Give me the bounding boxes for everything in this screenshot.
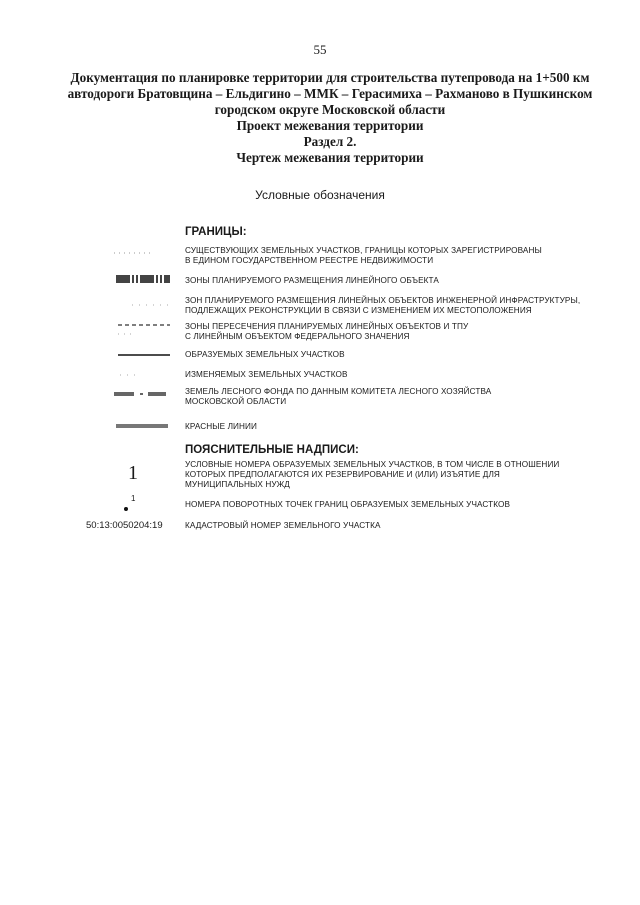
legend-title: Условные обозначения	[255, 188, 385, 202]
turning-point-number: 1	[131, 494, 136, 503]
legend-item-label-line-2: С ЛИНЕЙНЫМ ОБЪЕКТОМ ФЕДЕРАЛЬНОГО ЗНАЧЕНИЯ	[185, 332, 410, 341]
legend-item-label-line-1: СУЩЕСТВУЮЩИХ ЗЕМЕЛЬНЫХ УЧАСТКОВ, ГРАНИЦЫ КОТОРЫХ ЗАРЕГИСТРИРОВАНЫ	[185, 246, 542, 255]
header-line-2: автодороги Братовщина – Ельдигино – ММК – Герасимиха – Рахманово в Пушкинском	[67, 86, 593, 101]
legend-item-label-line-1: ЗОНЫ ПЕРЕСЕЧЕНИЯ ПЛАНИРУЕМЫХ ЛИНЕЙНЫХ ОБЪЕКТОВ И ТПУ	[185, 322, 469, 331]
document-header	[60, 70, 600, 166]
legend-item-label-line-1: КАДАСТРОВЫЙ НОМЕР ЗЕМЕЛЬНОГО УЧАСТКА	[185, 521, 381, 530]
turning-point-dot-icon	[124, 507, 128, 511]
existing-parcels-symbol	[88, 250, 170, 256]
legend-item-label-line-1: ЗЕМЕЛЬ ЛЕСНОГО ФОНДА ПО ДАННЫМ КОМИТЕТА ЛЕСНОГО ХОЗЯЙСТВА	[185, 387, 492, 396]
page-number: 55	[313, 42, 327, 57]
forest-fund-symbol	[88, 390, 170, 398]
legend-item-label-line-1: ИЗМЕНЯЕМЫХ ЗЕМЕЛЬНЫХ УЧАСТКОВ	[185, 370, 348, 379]
header-line-3: городском округе Московской области	[214, 102, 446, 117]
red-lines-symbol	[88, 422, 170, 430]
intersection-zones-symbol	[88, 322, 170, 338]
legend-item-label-line-1: ЗОН ПЛАНИРУЕМОГО РАЗМЕЩЕНИЯ ЛИНЕЙНЫХ ОБЪЕКТОВ ИНЖЕНЕРНОЙ ИНФРАСТРУКТУРЫ,	[185, 296, 581, 305]
legend-item-label-line-1: УСЛОВНЫЕ НОМЕРА ОБРАЗУЕМЫХ ЗЕМЕЛЬНЫХ УЧАСТКОВ, В ТОМ ЧИСЛЕ В ОТНОШЕНИИ	[185, 460, 560, 469]
legend-item-label-line-1: ЗОНЫ ПЛАНИРУЕМОГО РАЗМЕЩЕНИЯ ЛИНЕЙНОГО ОБЪЕКТА	[185, 276, 439, 285]
turning-point-symbol	[124, 494, 135, 511]
header-line-1: Документация по планировке территории для строительства путепровода на 1+500 км	[70, 70, 590, 85]
legend-item-label-line-1: ОБРАЗУЕМЫХ ЗЕМЕЛЬНЫХ УЧАСТКОВ	[185, 350, 345, 359]
linear-object-zone-symbol	[88, 274, 170, 286]
cadastral-number-symbol: 50:13:0050204:19	[86, 520, 163, 531]
formed-parcels-symbol	[88, 352, 170, 358]
legend-item-label-line-2: В ЕДИНОМ ГОСУДАРСТВЕННОМ РЕЕСТРЕ НЕДВИЖИМОСТИ	[185, 256, 434, 265]
header-line-6: Чертеж межевания территории	[236, 150, 424, 165]
legend-item-label-line-3: МУНИЦИПАЛЬНЫХ НУЖД	[185, 480, 290, 489]
modified-parcels-symbol	[88, 372, 170, 378]
header-line-4: Проект межевания территории	[236, 118, 424, 133]
legend-item-label-line-2: КОТОРЫХ ПРЕДПОЛАГАЮТСЯ ИХ РЕЗЕРВИРОВАНИЕ И (ИЛИ) ИЗЪЯТИЕ ДЛЯ	[185, 470, 500, 479]
parcel-number-symbol: 1	[128, 462, 138, 484]
notes-heading: ПОЯСНИТЕЛЬНЫЕ НАДПИСИ:	[185, 444, 359, 456]
legend-item-label-line-2: ПОДЛЕЖАЩИХ РЕКОНСТРУКЦИИ В СВЯЗИ С ИЗМЕНЕНИЕМ ИХ МЕСТОПОЛОЖЕНИЯ	[185, 306, 532, 315]
borders-heading: ГРАНИЦЫ:	[185, 226, 247, 238]
legend-item-label-line-1: НОМЕРА ПОВОРОТНЫХ ТОЧЕК ГРАНИЦ ОБРАЗУЕМЫХ ЗЕМЕЛЬНЫХ УЧАСТКОВ	[185, 500, 511, 509]
legend-item-label-line-2: МОСКОВСКОЙ ОБЛАСТИ	[185, 397, 287, 406]
header-line-5: Раздел 2.	[303, 134, 357, 149]
engineering-infrastructure-symbol	[88, 302, 170, 308]
legend-item-label-line-1: КРАСНЫЕ ЛИНИИ	[185, 422, 258, 431]
